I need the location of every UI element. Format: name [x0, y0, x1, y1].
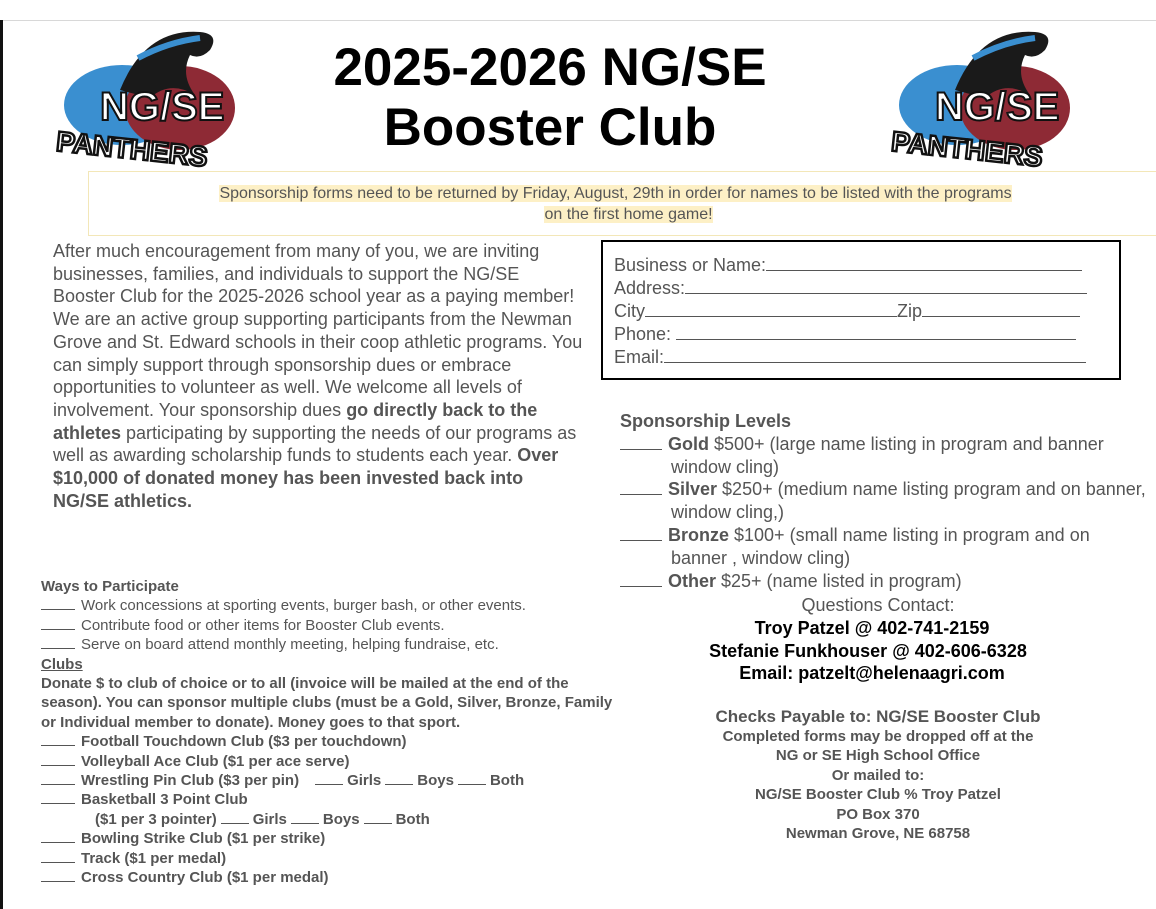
both-label: Both: [395, 810, 430, 828]
notice-line-2: on the first home game!: [544, 206, 713, 223]
club-label: Football Touchdown Club ($3 per touchdown): [81, 733, 407, 751]
level-checkbox-line[interactable]: [620, 525, 662, 541]
address-field[interactable]: [614, 278, 1087, 299]
ways-checkbox-line[interactable]: [41, 617, 75, 630]
clubs-heading: Clubs: [41, 655, 83, 673]
panthers-logo-left: [50, 20, 240, 180]
ways-item: [41, 616, 621, 635]
checks-line-5: PO Box 370: [836, 805, 920, 823]
club-wrestling: [41, 771, 621, 790]
checks-line-6: Newman Grove, NE 68758: [785, 825, 971, 843]
club-label: Cross Country Club ($1 per medal): [81, 869, 329, 887]
girls-line[interactable]: [221, 811, 249, 824]
ways-checkbox-line[interactable]: [41, 597, 75, 610]
club-cross-country: [41, 868, 621, 887]
notice-line-1: Sponsorship forms need to be returned by Friday, August, 29th in order for names to be listed with the programs: [219, 185, 1012, 202]
contact-person-1: Troy Patzel @ 402-741-2159: [754, 617, 990, 638]
contact-heading: Questions Contact:: [801, 595, 955, 615]
club-bowling: [41, 829, 621, 848]
page-title: [300, 38, 800, 158]
level-name: Gold: [668, 433, 709, 454]
level-desc: $25+ (name listed in program): [716, 570, 962, 591]
checks-line-3: Or mailed to:: [831, 766, 925, 784]
club-basketball: [41, 790, 621, 809]
club-track: [41, 849, 621, 868]
clubs-intro: Donate $ to club of choice or to all (invoice will be mailed at the end of the season). You can sponsor multiple clubs (must be a Gold, Silver, Bronze, Family or Individual member to donate). Money goes to that sport.: [41, 675, 613, 731]
city-zip-field[interactable]: [614, 301, 1080, 322]
intro-bold-2: Over $10,000 of donated money has been invested back into NG/SE athletics.: [53, 445, 559, 511]
email-label: Email:: [614, 347, 665, 367]
business-label: Business or Name:: [614, 255, 767, 275]
club-label: Volleyball Ace Club ($1 per ace serve): [81, 752, 350, 770]
both-line[interactable]: [458, 772, 486, 785]
levels-heading: Sponsorship Levels: [620, 411, 792, 431]
girls-label: Girls: [252, 810, 287, 828]
club-label: Wrestling Pin Club ($3 per pin): [81, 772, 300, 790]
intro-bold-1: go directly back to the athletes: [53, 399, 538, 443]
intro-text-1: After much encouragement from many of you, we are inviting businesses, families, and individuals to support the NG/SE Booster Club for the 2025-2026 school year as a paying member! We are an active group supporting participants from the Newman Grove and St. Edward schools in their coop athletic programs. You can simply support through sponsorship dues or embrace opportunities to volunteer as well. We welcome all levels of involvement. Your sponsorship dues: [53, 241, 583, 420]
email-field[interactable]: [614, 347, 1086, 368]
level-bronze: [620, 524, 1150, 570]
ways-item-text: Contribute food or other items for Booster Club events.: [81, 616, 445, 634]
checks-line-1: Completed forms may be dropped off at the: [722, 728, 1034, 745]
both-line[interactable]: [364, 811, 392, 824]
girls-label: Girls: [347, 772, 382, 790]
club-basketball-sub: [41, 810, 621, 829]
zip-label: Zip: [897, 301, 923, 321]
club-label: Track ($1 per medal): [81, 849, 227, 867]
contact-person-2: Stefanie Funkhouser @ 402-606-6328: [709, 640, 1027, 661]
level-desc: $500+ (large name listing in program and banner window cling): [671, 433, 1104, 477]
level-desc: $100+ (small name listing in program and on banner , window cling): [671, 524, 1090, 568]
club-sub-label: ($1 per 3 pointer): [95, 810, 217, 828]
club-checkbox-line[interactable]: [41, 830, 75, 843]
checks-block: [620, 706, 1136, 843]
club-checkbox-line[interactable]: [41, 791, 75, 804]
logo-text-top: NG/SE: [100, 85, 225, 129]
ways-item: [41, 596, 621, 615]
boys-label: Boys: [417, 772, 454, 790]
business-field[interactable]: [614, 255, 1082, 276]
level-name: Other: [668, 570, 717, 591]
club-checkbox-line[interactable]: [41, 733, 75, 746]
club-checkbox-line[interactable]: [41, 869, 75, 882]
ways-item-text: Work concessions at sporting events, burger bash, or other events.: [81, 597, 526, 615]
ways-checkbox-line[interactable]: [41, 636, 75, 649]
title-line-2: Booster Club: [383, 98, 717, 157]
intro-paragraph: [53, 240, 583, 512]
checks-line-2: NG or SE High School Office: [775, 747, 981, 765]
boys-line[interactable]: [291, 811, 319, 824]
logo-text-top: NG/SE: [935, 85, 1060, 129]
club-checkbox-line[interactable]: [41, 850, 75, 863]
boys-label: Boys: [322, 810, 360, 828]
level-name: Bronze: [668, 524, 730, 545]
checks-line-4: NG/SE Booster Club % Troy Patzel: [755, 786, 1001, 804]
sponsorship-levels: [620, 410, 1150, 592]
sponsor-info-form: [601, 240, 1121, 380]
level-checkbox-line[interactable]: [620, 571, 662, 587]
ways-heading: Ways to Participate: [41, 578, 179, 595]
level-other: [620, 570, 1150, 593]
level-desc: $250+ (medium name listing program and on banner, window cling,): [671, 479, 1146, 523]
level-checkbox-line[interactable]: [620, 479, 662, 495]
club-checkbox-line[interactable]: [41, 753, 75, 766]
ways-to-participate: [41, 577, 621, 888]
ways-item-text: Serve on board attend monthly meeting, helping fundraise, etc.: [81, 636, 499, 654]
boys-line[interactable]: [385, 772, 413, 785]
logo-text-bottom: PANTHERS: [889, 125, 1045, 173]
level-name: Silver: [668, 479, 718, 500]
contact-email: Email: patzelt@helenaagri.com: [739, 663, 1005, 684]
title-line-1: 2025-2026 NG/SE: [333, 38, 767, 97]
checks-payable: Checks Payable to: NG/SE Booster Club: [715, 707, 1041, 726]
ways-item: [41, 635, 621, 654]
level-silver: [620, 478, 1150, 524]
phone-label: Phone:: [614, 324, 672, 344]
city-label: City: [614, 301, 645, 321]
logo-text-bottom: PANTHERS: [54, 125, 210, 173]
club-volleyball: [41, 752, 621, 771]
club-checkbox-line[interactable]: [41, 772, 75, 785]
club-label: Basketball 3 Point Club: [81, 791, 248, 809]
phone-field[interactable]: [614, 324, 1076, 345]
both-label: Both: [489, 772, 525, 790]
level-gold: [620, 433, 1150, 479]
deadline-notice: [88, 171, 1156, 236]
club-label: Bowling Strike Club ($1 per strike): [81, 830, 326, 848]
panthers-logo-right: [885, 20, 1075, 180]
contact-block: [620, 594, 1136, 685]
left-border: [0, 20, 3, 909]
intro-text-2: participating by supporting the needs of our programs as well as awarding scholarship funds to students each year.: [53, 422, 577, 466]
club-football: [41, 732, 621, 751]
girls-line[interactable]: [315, 772, 343, 785]
address-label: Address:: [614, 278, 686, 298]
level-checkbox-line[interactable]: [620, 434, 662, 450]
